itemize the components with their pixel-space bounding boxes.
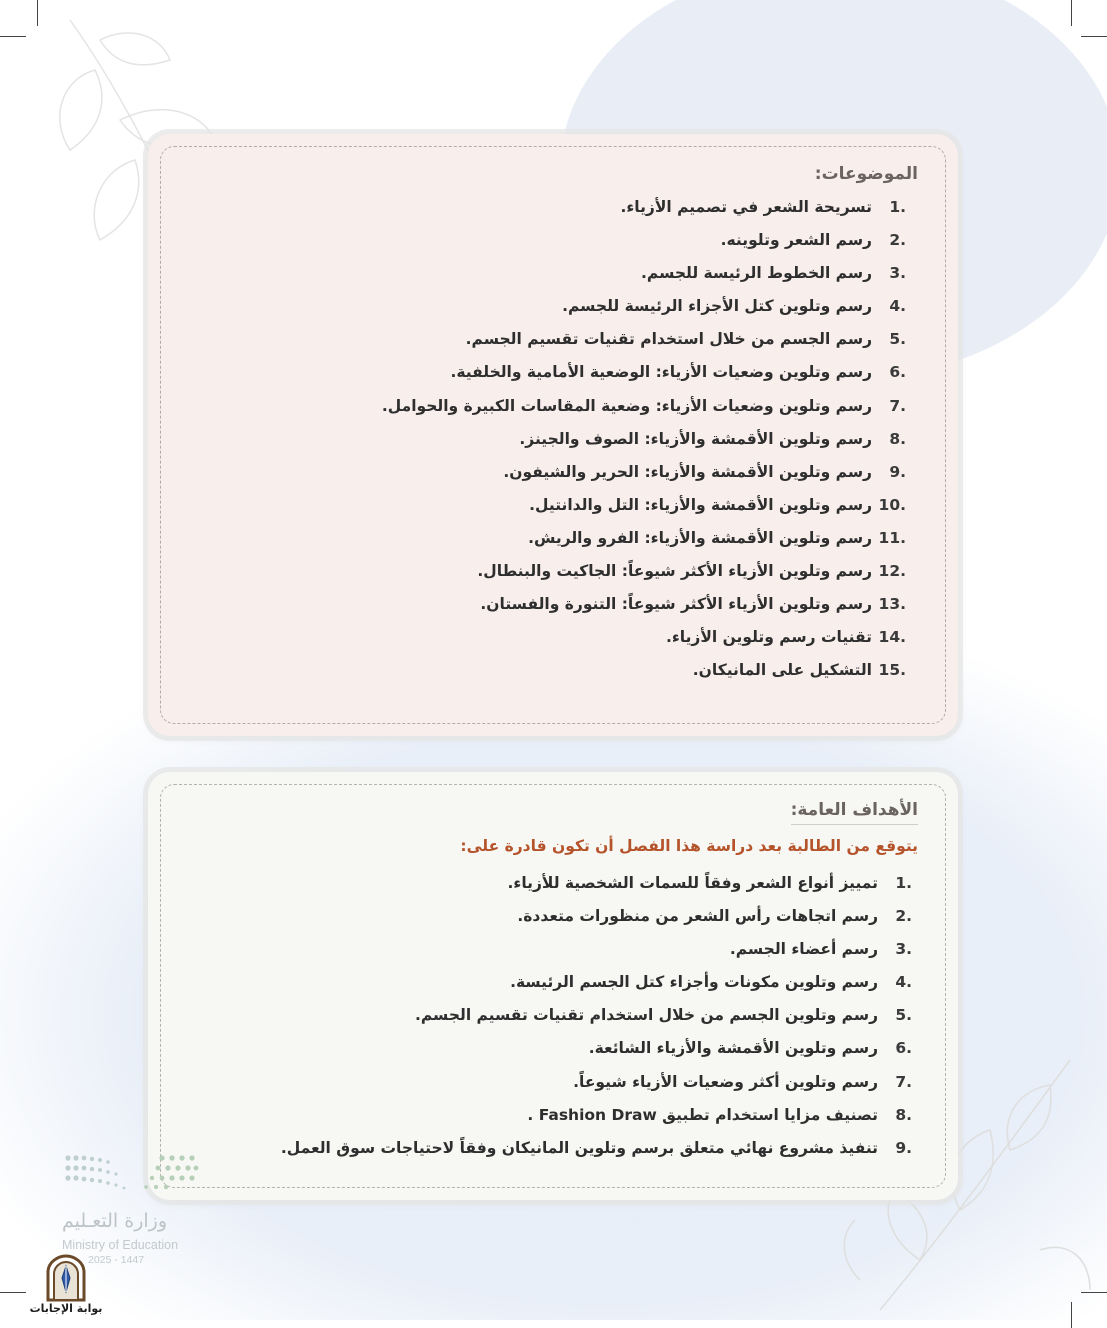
topic-item: 2. رسم الشعر وتلوينه.	[720, 231, 906, 250]
crop-mark	[0, 1292, 26, 1293]
topics-list	[188, 198, 906, 694]
topic-item: 14. تقنيات رسم وتلوين الأزياء.	[665, 628, 906, 647]
goals-intro: يتوقع من الطالبة بعد دراسة هذا الفصل أن تكون قادرة على:	[460, 837, 918, 855]
goal-item: 5. رسم وتلوين الجسم من خلال استخدام تقنيات تقسيم الجسم.	[415, 1006, 912, 1025]
ministry-dots-icon	[62, 1150, 202, 1200]
goals-panel	[148, 772, 958, 1200]
topic-item: 10. رسم وتلوين الأقمشة والأزياء: التل والدانتيل.	[529, 495, 906, 514]
topic-item: 6. رسم وتلوين وضعيات الأزياء: الوضعية الأمامية والخلفية.	[450, 363, 906, 382]
topic-item: 11. رسم وتلوين الأقمشة والأزياء: الفرو والريش.	[528, 528, 906, 547]
crop-mark	[1081, 36, 1107, 37]
crop-mark	[0, 36, 26, 37]
portal-emblem-icon	[44, 1254, 88, 1302]
portal-name: بوابة الإجابات	[29, 1302, 103, 1315]
goals-header	[188, 800, 918, 855]
goal-item: 9. تنفيذ مشروع نهائي متعلق برسم وتلوين المانيكان وفقاً لاحتياجات سوق العمل.	[280, 1138, 912, 1157]
goal-item: 1. تمييز أنواع الشعر وفقاً للسمات الشخصية للأزياء.	[507, 874, 912, 892]
topic-item: 4. رسم وتلوين كتل الأجزاء الرئيسة للجسم.	[562, 297, 906, 316]
topic-item: 3. رسم الخطوط الرئيسة للجسم.	[641, 264, 906, 283]
topic-item: 1. تسريحة الشعر في تصميم الأزياء.	[620, 198, 906, 216]
crop-mark	[1081, 1292, 1107, 1293]
goal-item: 4. رسم وتلوين مكونات وأجزاء كتل الجسم الرئيسة.	[510, 973, 912, 992]
portal-logo	[26, 1252, 106, 1322]
goals-list	[188, 874, 912, 1172]
topic-item: 15. التشكيل على المانيكان.	[692, 661, 906, 680]
goal-item: 7. رسم وتلوين أكثر وضعيات الأزياء شيوعاً.	[573, 1072, 912, 1091]
goal-item: 6. رسم وتلوين الأقمشة والأزياء الشائعة.	[588, 1039, 912, 1058]
ministry-name-ar: وزارة التعـليم	[62, 1210, 168, 1232]
goals-title-wrap	[791, 800, 918, 825]
goal-item: 3. رسم أعضاء الجسم.	[729, 940, 912, 959]
topic-item: 8. رسم وتلوين الأقمشة والأزياء: الصوف والجينز.	[519, 429, 906, 448]
ministry-name-en: Ministry of Education	[62, 1238, 179, 1252]
ministry-year: 2025 - 1447	[88, 1254, 145, 1266]
goals-title: الأهداف العامة:	[790, 800, 918, 820]
topic-item: 9. رسم وتلوين الأقمشة والأزياء: الحرير والشيفون.	[503, 462, 906, 481]
crop-mark	[1071, 0, 1072, 26]
goal-item: 2. رسم اتجاهات رأس الشعر من منظورات متعددة.	[517, 907, 912, 926]
topic-item: 7. رسم وتلوين وضعيات الأزياء: وضعية المقاسات الكبيرة والحوامل.	[381, 396, 906, 415]
topic-item: 5. رسم الجسم من خلال استخدام تقنيات تقسيم الجسم.	[465, 330, 906, 349]
topics-content	[188, 164, 918, 184]
topic-item: 13. رسم وتلوين الأزياء الأكثر شيوعاً: التنورة والفستان.	[480, 595, 906, 614]
crop-mark	[37, 0, 38, 26]
topics-title: الموضوعات:	[814, 164, 918, 184]
topics-list-wrap	[188, 198, 906, 694]
topics-panel	[148, 134, 958, 736]
topic-item: 12. رسم وتلوين الأزياء الأكثر شيوعاً: الجاكيت والبنطال.	[477, 562, 906, 581]
goals-list-wrap	[188, 874, 912, 1172]
crop-mark	[1071, 1302, 1072, 1328]
goal-item: 8. تصنيف مزايا استخدام تطبيق Fashion Draw .	[527, 1105, 912, 1124]
